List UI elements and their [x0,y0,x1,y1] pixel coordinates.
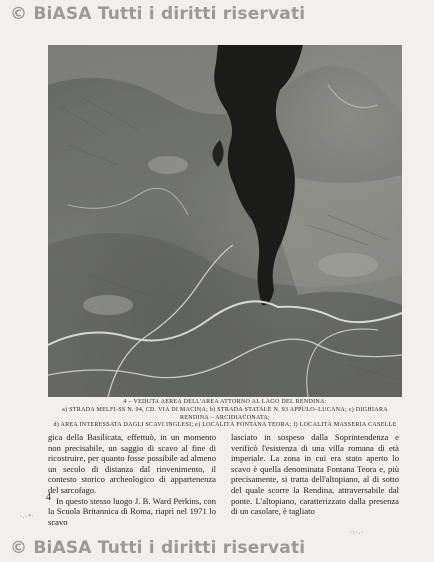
caption-line: d) AREA INTERESSATA DAGLI SCAVI INGLESI; e) LOCALITÀ FONTANA TEORA; f) LOCALITÀ MASSERIA CASELLE [53,422,397,428]
text-column-right [231,432,399,517]
figure-caption [48,407,402,430]
paragraph: lasciato in sospeso dalla Soprintendenza e verificò l'esistenza di una villa romana di età imperiale. La zona in cui era stato aperto lo scavo è quella denominata Fontana Teora e, più precisamente, si tratta dell'altopiano, al di sotto del quale scorre la Rendina, attraversabile dal ponte. L'altopiano, caratterizzato dalla presenza di un casolare, è tagliato [231,432,399,517]
paragraph: gica della Basilicata, effettuò, in un momento non precisabile, un saggio di scavo al fine di ricostruire, per quanto fosse possibile ad almeno un secolo di distanza dal rinvenimento, il contesto storico archeologico di appartenenza del sarcofago. [48,432,216,495]
aerial-photograph [48,45,402,397]
text-column-left [48,432,216,527]
scan-speck: ·.·°· [20,514,35,520]
aerial-photo-illustration [48,45,402,397]
paragraph: In questo stesso luogo J. B. Ward Perkins, con la Scuola Britannica di Roma, riaprì nel 1971 lo scavo [48,495,216,527]
watermark-top: © BiASA Tutti i diritti riservati [10,4,306,24]
page-number: 4 [46,492,51,503]
figure-title: 4 – VEDUTA AEREA DELL'AREA ATTORNO AL LAGO DEL RENDINA: [123,399,327,405]
scan-speck: ·:·.· [350,530,365,536]
caption-line: a) STRADA MELFI-SS N. 94, CD. VIA DI MACINA; b) STRADA STATALE N. 93 APPULO–LUCANA; c) DIGHIARA RENDINA – ARCIDIACONATA; [62,407,388,421]
watermark-bottom: © BiASA Tutti i diritti riservati [10,538,306,558]
